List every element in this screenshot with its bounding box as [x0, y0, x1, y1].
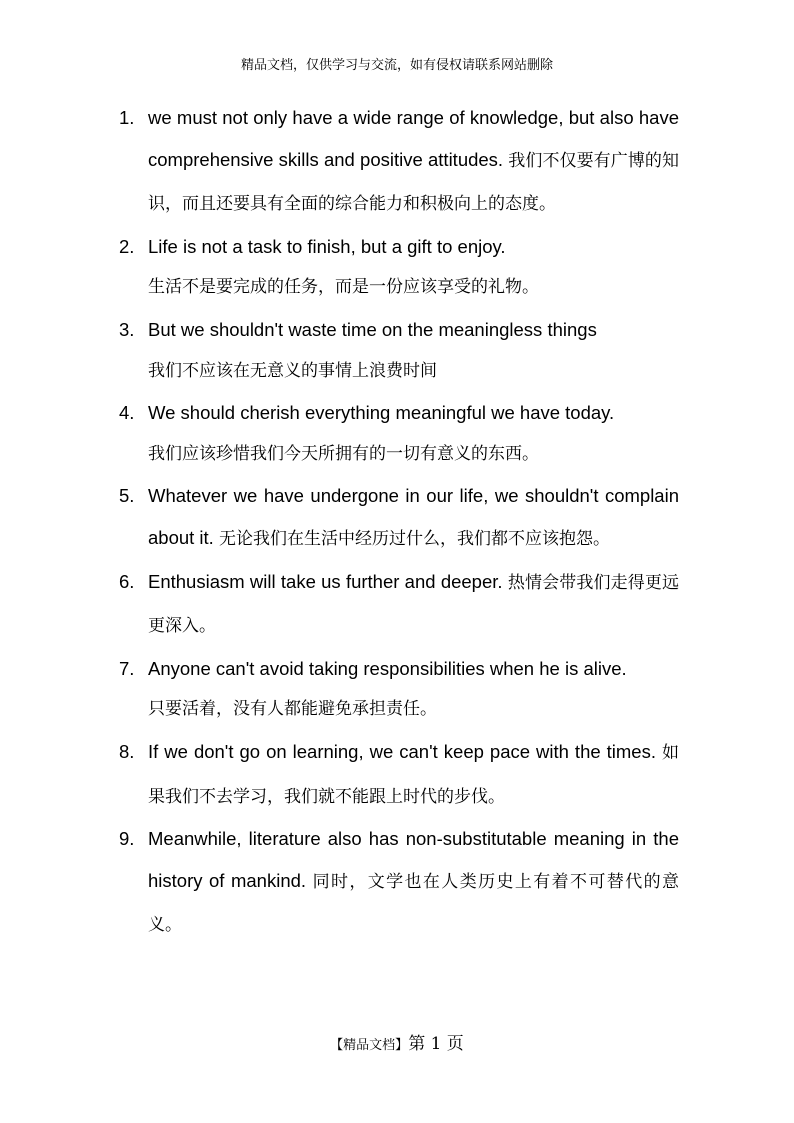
item-chinese-text: 我们不仅要有广博的知识，而且还要具有全面的综合能力和积极向上的态度。: [148, 150, 679, 215]
item-english-text: We should cherish everything meaningful we have today.: [148, 402, 615, 424]
list-item: [119, 818, 679, 947]
item-chinese-text: 无论我们在生活中经历过什么，我们都不应该抱怨。: [218, 528, 610, 549]
item-number: 5.: [119, 485, 135, 507]
item-chinese-text: 如果我们不去学习，我们就不能跟上时代的步伐。: [148, 742, 680, 807]
item-chinese-text: 生活不是要完成的任务，而是一份应该享受的礼物。: [148, 277, 539, 298]
list-item: [119, 561, 679, 648]
list-item: [119, 97, 679, 226]
list-item: [119, 475, 679, 560]
item-number: 2.: [119, 235, 135, 257]
footer-tag: 【精品文档】: [330, 1038, 409, 1053]
item-english-text: Life is not a task to finish, but a gift to enjoy.: [148, 235, 506, 257]
item-chinese-text: 我们不应该在无意义的事情上浪费时间: [148, 360, 437, 381]
list-item: [119, 392, 679, 475]
list-item: [119, 731, 679, 818]
page-header: 精品文档，仅供学习与交流，如有侵权请联系网站删除: [240, 58, 553, 73]
item-number: 4.: [119, 402, 135, 424]
item-number: 3.: [119, 318, 135, 340]
item-number: 6.: [119, 570, 135, 592]
item-number: 9.: [119, 828, 135, 850]
item-english-text: Whatever we have undergone in our life, we shouldn't complain about it.: [148, 485, 679, 548]
list-item: [119, 226, 679, 309]
item-number: 8.: [119, 740, 135, 762]
list-item: [119, 309, 679, 392]
page-footer: [0, 1032, 794, 1058]
page-number: 第 1 页: [408, 1034, 464, 1054]
item-english-text: we must not only have a wide range of knowledge, but also have comprehensive skills and positive attitudes.: [148, 107, 679, 170]
item-chinese-text: 只要活着，没有人都能避免承担责任。: [148, 699, 437, 720]
item-number: 1.: [119, 107, 135, 128]
item-english-text: If we don't go on learning, we can't keep pace with the times.: [148, 740, 656, 762]
item-number: 7.: [119, 657, 135, 679]
item-english-text: Enthusiasm will take us further and deeper.: [148, 570, 503, 592]
list-item: [119, 648, 679, 731]
item-chinese-text: 我们应该珍惜我们今天所拥有的一切有意义的东西。: [148, 443, 539, 464]
item-english-text: Meanwhile, literature also has non-substitutable meaning in the history of mankind.: [148, 828, 679, 891]
sentence-list: [119, 97, 679, 947]
item-chinese-text: 同时，文学也在人类历史上有着不可替代的意义。: [148, 871, 679, 936]
item-english-text: Anyone can't avoid taking responsibilities when he is alive.: [148, 657, 627, 679]
item-english-text: But we shouldn't waste time on the meaningless things: [148, 318, 597, 340]
item-chinese-text: 热情会带我们走得更远更深入。: [148, 572, 680, 637]
